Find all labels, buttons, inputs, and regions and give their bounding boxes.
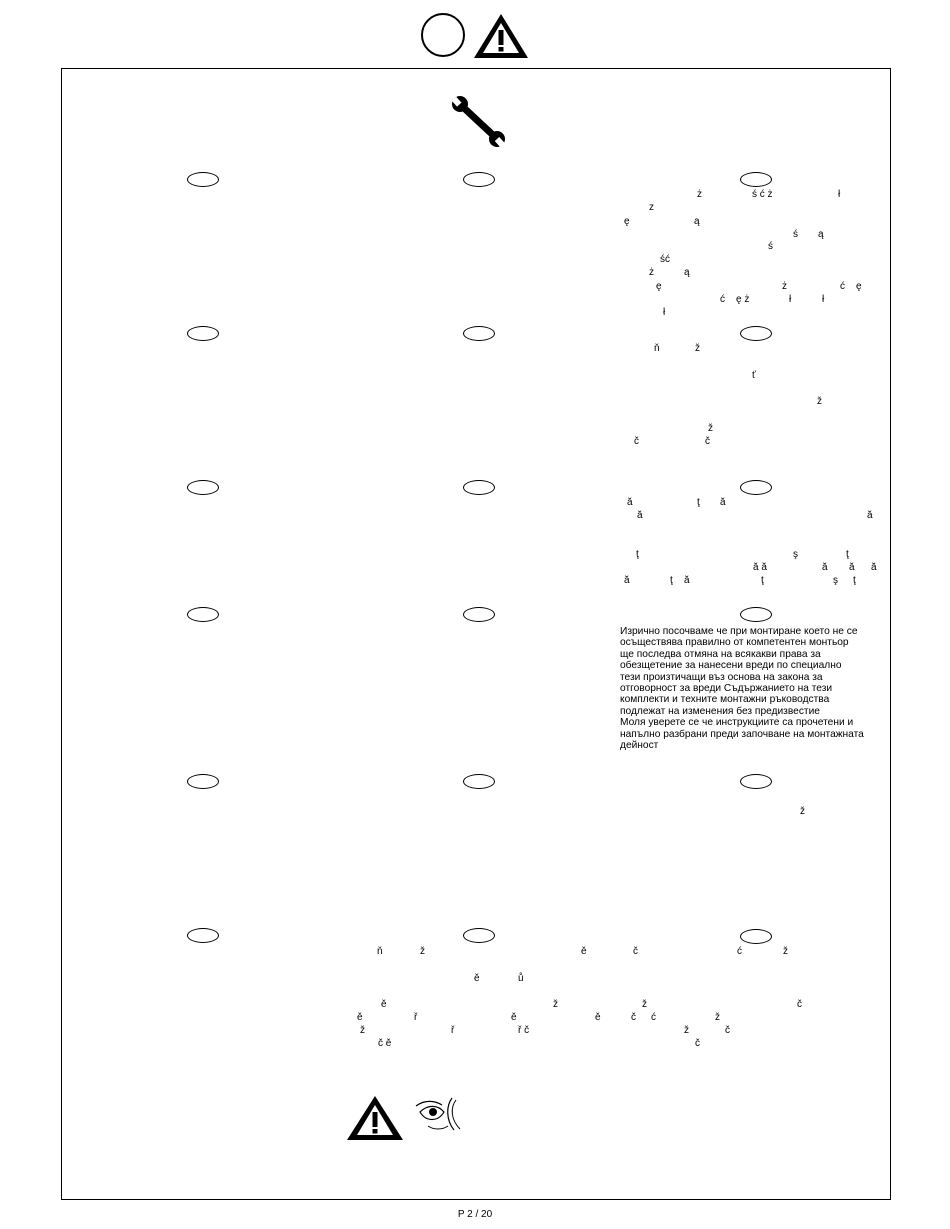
glyph: ă <box>684 575 690 586</box>
glyph: ż <box>782 281 787 292</box>
glyph: ţ <box>853 575 856 586</box>
glyph: ň <box>654 343 660 354</box>
glyph: ł <box>663 307 666 318</box>
glyph: ž <box>695 343 700 354</box>
glyph: ć <box>651 1012 656 1023</box>
text-line: осъществява правилно от компетентен монтьор <box>620 637 849 649</box>
glyph: ă ă <box>753 562 767 573</box>
text-line: Моля уверете се че инструкциите са прочетени и <box>620 717 854 729</box>
language-oval <box>740 172 772 187</box>
wrench-icon <box>450 96 506 148</box>
glyph: ă <box>624 575 630 586</box>
glyph: ă <box>849 562 855 573</box>
language-oval <box>463 480 495 495</box>
text-line: комплекти и техните монтажни ръководства <box>620 694 830 706</box>
page-number: P 2 / 20 <box>457 1209 493 1220</box>
language-oval <box>187 326 219 341</box>
glyph: ł <box>822 294 825 305</box>
glyph: ž <box>553 999 558 1010</box>
text-line: отговорност за вреди Съдържанието на тези <box>620 683 833 695</box>
glyph: ż <box>649 267 654 278</box>
text-line: дейност <box>620 740 659 752</box>
glyph: ą <box>694 216 700 227</box>
glyph: ă <box>720 497 726 508</box>
glyph: ă <box>822 562 828 573</box>
glyph: ţ <box>761 575 764 586</box>
glyph: č <box>725 1025 730 1036</box>
glyph: ă <box>871 562 877 573</box>
eye-icon <box>414 1096 462 1134</box>
language-oval <box>187 774 219 789</box>
glyph: ž <box>817 396 822 407</box>
language-oval <box>740 326 772 341</box>
glyph: ţ <box>670 575 673 586</box>
bulgarian-warning-text <box>620 626 864 751</box>
glyph: ă <box>637 510 643 521</box>
glyph: ě <box>474 973 480 984</box>
language-oval <box>187 607 219 622</box>
glyph: ř č <box>518 1025 530 1036</box>
glyph: ść <box>660 254 670 265</box>
glyph: ę <box>856 281 862 292</box>
glyph: ž <box>708 423 713 434</box>
language-oval <box>463 607 495 622</box>
glyph: č <box>634 436 639 447</box>
circle-icon <box>421 13 465 57</box>
glyph: ž <box>684 1025 689 1036</box>
glyph: ę <box>656 281 662 292</box>
glyph: ł <box>789 294 792 305</box>
glyph: z <box>649 202 654 213</box>
glyph: ů <box>518 973 524 984</box>
warning-triangle-icon <box>472 12 530 60</box>
glyph: ą <box>684 267 690 278</box>
text-line: обезщетение за нанесени вреди по специално <box>620 660 842 672</box>
glyph: ř <box>451 1025 455 1036</box>
glyph: ť <box>752 370 756 381</box>
glyph: ě <box>357 1012 363 1023</box>
language-oval <box>740 774 772 789</box>
glyph: ś <box>793 229 798 240</box>
glyph: č <box>633 946 638 957</box>
language-oval <box>187 928 219 943</box>
glyph: ž <box>715 1012 720 1023</box>
glyph: ž <box>642 999 647 1010</box>
glyph: ţ <box>636 549 639 560</box>
glyph: ř <box>414 1012 418 1023</box>
glyph: ş <box>793 549 798 560</box>
glyph: č <box>797 999 802 1010</box>
text-line: подлежат на изменения без предизвестие <box>620 705 820 717</box>
language-oval <box>463 928 495 943</box>
language-oval <box>463 326 495 341</box>
language-oval <box>463 774 495 789</box>
glyph: ž <box>420 946 425 957</box>
text-line: тези произтичащи въз основа на закона за <box>620 671 823 683</box>
glyph: ě <box>511 1012 517 1023</box>
glyph: ě <box>581 946 587 957</box>
language-oval <box>740 607 772 622</box>
glyph: ň <box>377 946 383 957</box>
glyph: ś <box>768 241 773 252</box>
glyph: ł <box>838 189 841 200</box>
glyph: ć <box>840 281 845 292</box>
text-line: Изрично посочваме че при монтиране което не се <box>620 626 858 637</box>
glyph: ę <box>624 216 630 227</box>
text-line: напълно разбрани преди започване на монтажната <box>620 728 864 740</box>
glyph: č ě <box>378 1038 392 1049</box>
glyph: ă <box>627 497 633 508</box>
language-oval <box>740 480 772 495</box>
language-oval <box>740 929 772 944</box>
glyph: č <box>695 1038 700 1049</box>
glyph: ă <box>867 510 873 521</box>
glyph: ć <box>720 294 725 305</box>
text-line: ще последва отмяна на всякакви права за <box>620 648 821 660</box>
glyph: ś ć ż <box>752 189 773 200</box>
glyph: ě <box>381 999 387 1010</box>
glyph: ţ <box>846 549 849 560</box>
glyph: ą <box>818 229 824 240</box>
warning-triangle-icon <box>345 1094 405 1142</box>
glyph: ş <box>833 575 838 586</box>
glyph: ž <box>360 1025 365 1036</box>
glyph: ę ż <box>736 294 750 305</box>
language-oval <box>187 172 219 187</box>
glyph: č <box>631 1012 636 1023</box>
glyph: ţ <box>697 497 700 508</box>
glyph: ć <box>737 946 742 957</box>
language-oval <box>463 172 495 187</box>
glyph: ě <box>595 1012 601 1023</box>
glyph: ż <box>697 189 702 200</box>
language-oval <box>187 480 219 495</box>
glyph: ž <box>783 946 788 957</box>
glyph: ž <box>800 806 805 817</box>
glyph: č <box>705 436 710 447</box>
